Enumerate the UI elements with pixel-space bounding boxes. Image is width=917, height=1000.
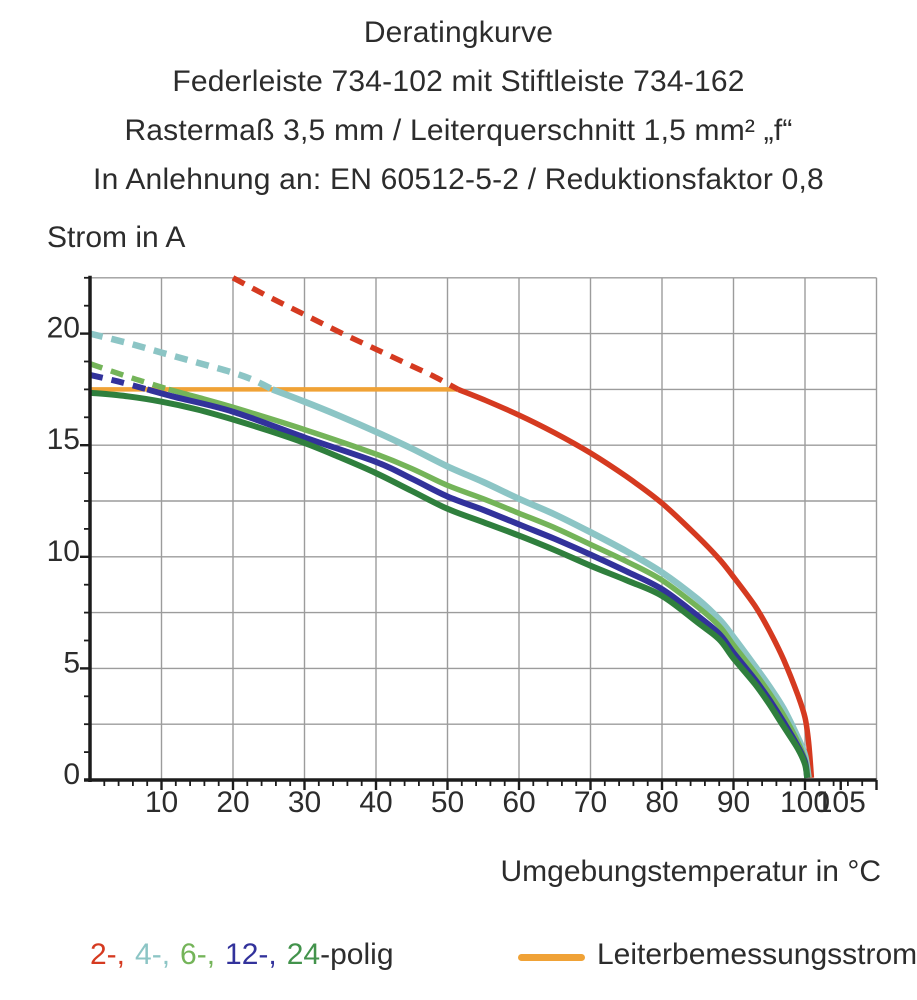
series-24-polig xyxy=(90,393,807,778)
legend-pole-item: -polig xyxy=(320,938,394,971)
series-24-polig-curve xyxy=(90,393,807,778)
tick-label: 105 xyxy=(815,786,866,819)
title-line-2: Federleiste 734-102 mit Stiftleiste 734-162 xyxy=(172,65,745,98)
series-12-polig xyxy=(90,375,807,778)
tick-label: 20 xyxy=(216,786,250,819)
tick-label: 70 xyxy=(573,786,608,819)
tick-label: 40 xyxy=(359,786,393,819)
rated-current-label: Leiterbemessungsstrom xyxy=(597,938,917,971)
series-6-polig-curve xyxy=(169,389,808,777)
title-line-4: In Anlehnung an: EN 60512-5-2 / Reduktionsfaktor 0,8 xyxy=(93,163,824,196)
y-axis-title: Strom in A xyxy=(47,221,186,254)
series-12-polig-curve xyxy=(147,389,807,777)
tick-label: 90 xyxy=(716,786,751,819)
legend-pole-item: 6-, xyxy=(180,938,216,971)
series-6-polig xyxy=(90,364,808,778)
axes xyxy=(84,276,877,782)
x-tick-labels xyxy=(145,786,866,819)
legend-pole-item: 4-, xyxy=(135,938,171,971)
x-axis-title: Umgebungstemperatur in °C xyxy=(500,855,881,888)
title-line-1: Deratingkurve xyxy=(363,16,554,49)
y-tick-labels xyxy=(47,312,80,791)
tick-label: 0 xyxy=(63,758,80,791)
tick-label: 5 xyxy=(63,646,80,680)
tick-label: 20 xyxy=(46,311,80,345)
tick-label: 60 xyxy=(502,786,536,819)
legend-pole-counts xyxy=(90,938,394,972)
tick-label: 100 xyxy=(779,786,831,819)
tick-label: 30 xyxy=(287,786,322,819)
tick-label: 10 xyxy=(46,534,80,568)
legend-pole-item: 24 xyxy=(286,938,321,971)
tick-label: 15 xyxy=(46,423,80,457)
legend-pole-item: 2-, xyxy=(90,938,126,971)
rated-current-line-swatch xyxy=(518,954,585,961)
axis-ticks xyxy=(80,278,877,790)
tick-label: 50 xyxy=(430,786,465,819)
title-line-3: Rastermaß 3,5 mm / Leiterquerschnitt 1,5 mm² „f“ xyxy=(124,114,793,147)
tick-label: 80 xyxy=(645,786,679,819)
tick-label: 10 xyxy=(144,786,179,819)
grid-lines xyxy=(90,278,877,780)
legend-pole-item: 12-, xyxy=(225,938,277,971)
